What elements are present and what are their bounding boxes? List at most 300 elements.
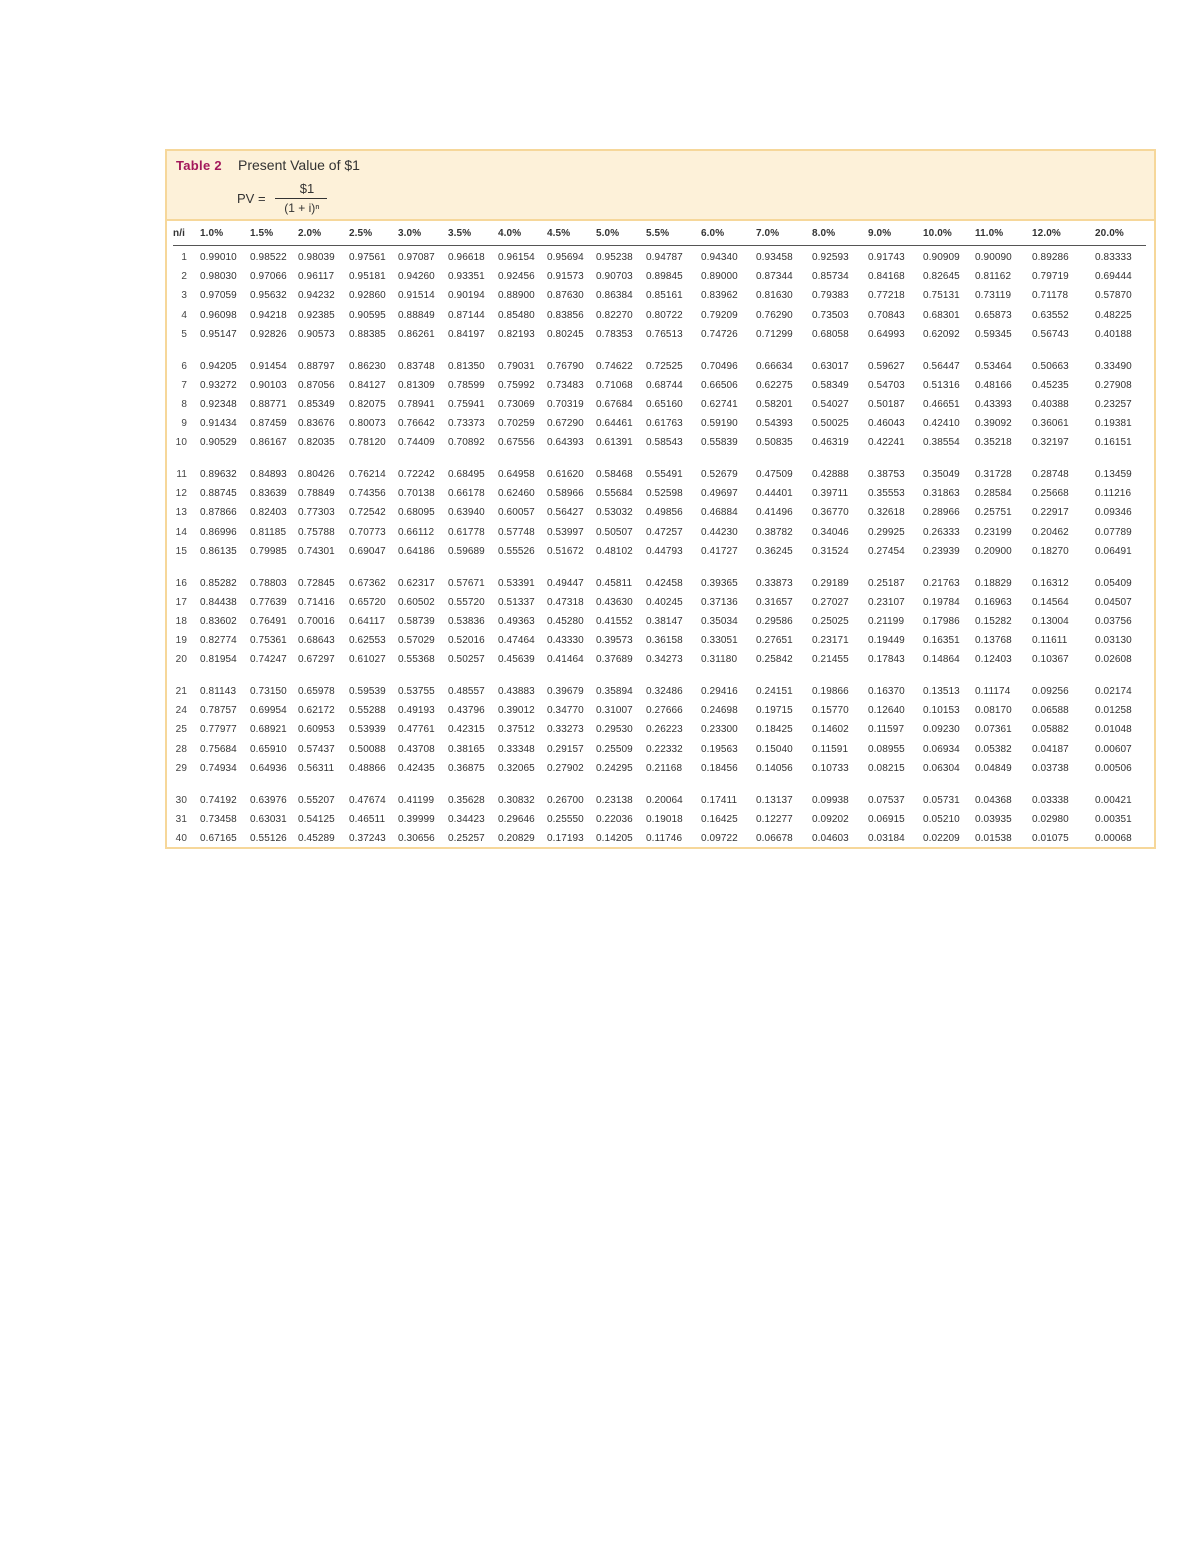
pv-factor-cell: 0.30656 — [398, 832, 435, 844]
pv-factor-cell: 0.06588 — [1032, 705, 1069, 717]
period-cell: 10 — [175, 437, 187, 449]
pv-factor-cell: 0.06304 — [923, 762, 960, 774]
pv-factor-cell: 0.36875 — [448, 762, 485, 774]
pv-factor-cell: 0.40245 — [646, 596, 683, 608]
pv-factor-cell: 0.06491 — [1095, 545, 1132, 557]
pv-factor-cell: 0.11591 — [812, 743, 849, 755]
table-header — [167, 151, 1154, 221]
pv-factor-cell: 0.67556 — [498, 437, 535, 449]
pv-factor-cell: 0.04849 — [975, 762, 1012, 774]
pv-factor-cell: 0.44230 — [701, 526, 738, 538]
pv-factor-cell: 0.80426 — [298, 469, 335, 480]
pv-factor-cell: 0.33273 — [547, 724, 584, 736]
pv-factor-cell: 0.19018 — [646, 813, 683, 825]
pv-factor-cell: 0.65160 — [646, 398, 683, 410]
pv-factor-cell: 0.29646 — [498, 813, 535, 825]
pv-factor-cell: 0.23107 — [868, 596, 905, 608]
pv-factor-cell: 0.94232 — [298, 290, 335, 302]
pv-factor-cell: 0.00068 — [1095, 832, 1132, 844]
pv-factor-cell: 0.10733 — [812, 762, 849, 774]
pv-factor-cell: 0.90595 — [349, 309, 386, 321]
pv-factor-cell: 0.57748 — [498, 526, 535, 538]
pv-factor-cell: 0.47464 — [498, 635, 535, 647]
pv-factor-cell: 0.43883 — [498, 686, 535, 697]
pv-factor-cell: 0.75684 — [200, 743, 237, 755]
pv-factor-cell: 0.46319 — [812, 437, 849, 449]
pv-factor-cell: 0.96618 — [448, 252, 485, 263]
pv-factor-cell: 0.77977 — [200, 724, 237, 736]
pv-factor-cell: 0.71299 — [756, 328, 793, 340]
period-cell: 7 — [181, 379, 187, 391]
pv-factor-cell: 0.60953 — [298, 724, 335, 736]
pv-factor-cell: 0.82774 — [200, 635, 237, 647]
pv-factor-cell: 0.74247 — [250, 654, 287, 666]
pv-factor-cell: 0.75361 — [250, 635, 287, 647]
pv-factor-cell: 0.35049 — [923, 469, 960, 480]
pv-factor-cell: 0.95147 — [200, 328, 237, 340]
pv-factor-cell: 0.63031 — [250, 813, 287, 825]
pv-factor-cell: 0.50835 — [756, 437, 793, 449]
pv-factor-cell: 0.54703 — [868, 379, 905, 391]
pv-factor-cell: 0.56427 — [547, 507, 584, 519]
pv-factor-cell: 0.89845 — [646, 271, 683, 283]
pv-factor-cell: 0.23300 — [701, 724, 738, 736]
pv-factor-cell: 0.54125 — [298, 813, 335, 825]
pv-factor-cell: 0.35628 — [448, 794, 485, 806]
pv-factor-cell: 0.73458 — [200, 813, 237, 825]
pv-factor-cell: 0.36245 — [756, 545, 793, 557]
pv-factor-cell: 0.08215 — [868, 762, 905, 774]
pv-factor-cell: 0.21763 — [923, 577, 960, 589]
pv-factor-cell: 0.25842 — [756, 654, 793, 666]
pv-factor-cell: 0.32618 — [868, 507, 905, 519]
pv-factor-cell: 0.38147 — [646, 615, 683, 627]
pv-factor-cell: 0.68301 — [923, 309, 960, 321]
pv-factor-cell: 0.39573 — [596, 635, 633, 647]
pv-factor-cell: 0.01258 — [1095, 705, 1132, 717]
pv-factor-cell: 0.15770 — [812, 705, 849, 717]
pv-factor-cell: 0.94218 — [250, 309, 287, 321]
pv-factor-cell: 0.26223 — [646, 724, 683, 736]
pv-factor-cell: 0.47257 — [646, 526, 683, 538]
pv-factor-cell: 0.67297 — [298, 654, 335, 666]
pv-factor-cell: 0.26333 — [923, 526, 960, 538]
pv-factor-cell: 0.07789 — [1095, 526, 1132, 538]
pv-factor-cell: 0.63017 — [812, 360, 849, 372]
pv-factor-cell: 0.33490 — [1095, 360, 1132, 372]
pv-factor-cell: 0.07361 — [975, 724, 1012, 736]
pv-factor-cell: 0.45235 — [1032, 379, 1069, 391]
pv-factor-cell: 0.28748 — [1032, 469, 1069, 480]
pv-factor-cell: 0.92860 — [349, 290, 386, 302]
pv-factor-cell: 0.30832 — [498, 794, 535, 806]
pv-factor-cell: 0.81630 — [756, 290, 793, 302]
pv-factor-cell: 0.20462 — [1032, 526, 1069, 538]
pv-factor-cell: 0.52016 — [448, 635, 485, 647]
pv-factor-cell: 0.39012 — [498, 705, 535, 717]
pv-factor-cell: 0.70496 — [701, 360, 738, 372]
pv-factor-cell: 0.35553 — [868, 488, 905, 500]
pv-factor-cell: 0.83602 — [200, 615, 237, 627]
period-cell: 8 — [181, 398, 187, 410]
pv-factor-cell: 0.55207 — [298, 794, 335, 806]
pv-factor-cell: 0.28966 — [923, 507, 960, 519]
column-header-rate: 3.0% — [398, 228, 422, 239]
pv-factor-cell: 0.88385 — [349, 328, 386, 340]
pv-factor-cell: 0.53939 — [349, 724, 386, 736]
pv-factor-cell: 0.41464 — [547, 654, 584, 666]
pv-factor-cell: 0.74192 — [200, 794, 237, 806]
pv-factor-cell: 0.56743 — [1032, 328, 1069, 340]
period-cell: 15 — [175, 545, 187, 557]
pv-factor-cell: 0.50663 — [1032, 360, 1069, 372]
pv-factor-cell: 0.04507 — [1095, 596, 1132, 608]
pv-factor-cell: 0.25550 — [547, 813, 584, 825]
pv-factor-cell: 0.43393 — [975, 398, 1012, 410]
pv-factor-cell: 0.60057 — [498, 507, 535, 519]
pv-factor-cell: 0.82270 — [596, 309, 633, 321]
pv-factor-cell: 0.64958 — [498, 469, 535, 480]
pv-factor-cell: 0.96098 — [200, 309, 237, 321]
pv-factor-cell: 0.72242 — [398, 469, 435, 480]
pv-factor-cell: 0.39679 — [547, 686, 584, 697]
pv-factor-cell: 0.56311 — [298, 762, 335, 774]
pv-factor-cell: 0.84168 — [868, 271, 905, 283]
pv-factor-cell: 0.80073 — [349, 418, 386, 430]
pv-factor-cell: 0.25025 — [812, 615, 849, 627]
pv-factor-cell: 0.81309 — [398, 379, 435, 391]
pv-factor-cell: 0.05409 — [1095, 577, 1132, 589]
pv-factor-cell: 0.84893 — [250, 469, 287, 480]
pv-factor-cell: 0.08170 — [975, 705, 1012, 717]
pv-factor-cell: 0.16963 — [975, 596, 1012, 608]
pv-factor-cell: 0.23257 — [1095, 398, 1132, 410]
pv-factor-cell: 0.50187 — [868, 398, 905, 410]
pv-factor-cell: 0.65720 — [349, 596, 386, 608]
pv-factor-cell: 0.98039 — [298, 252, 335, 263]
pv-factor-cell: 0.74409 — [398, 437, 435, 449]
period-cell: 17 — [175, 596, 187, 608]
pv-factor-cell: 0.28584 — [975, 488, 1012, 500]
pv-factor-cell: 0.75131 — [923, 290, 960, 302]
pv-factor-cell: 0.87344 — [756, 271, 793, 283]
pv-factor-cell: 0.73150 — [250, 686, 287, 697]
pv-factor-cell: 0.01075 — [1032, 832, 1069, 844]
pv-factor-cell: 0.52679 — [701, 469, 738, 480]
period-cell: 40 — [175, 832, 187, 844]
pv-factor-cell: 0.87144 — [448, 309, 485, 321]
pv-factor-cell: 0.79719 — [1032, 271, 1069, 283]
pv-factor-cell: 0.23199 — [975, 526, 1012, 538]
pv-factor-cell: 0.82403 — [250, 507, 287, 519]
pv-factor-cell: 0.81954 — [200, 654, 237, 666]
pv-factor-cell: 0.66634 — [756, 360, 793, 372]
pv-factor-cell: 0.35034 — [701, 615, 738, 627]
pv-factor-cell: 0.89632 — [200, 469, 237, 480]
pv-factor-cell: 0.62741 — [701, 398, 738, 410]
pv-factor-cell: 0.39092 — [975, 418, 1012, 430]
pv-factor-cell: 0.33873 — [756, 577, 793, 589]
pv-factor-cell: 0.90909 — [923, 252, 960, 263]
pv-factor-cell: 0.45289 — [298, 832, 335, 844]
pv-factor-cell: 0.67684 — [596, 398, 633, 410]
pv-factor-cell: 0.61391 — [596, 437, 633, 449]
pv-factor-cell: 0.94340 — [701, 252, 738, 263]
pv-factor-cell: 0.49363 — [498, 615, 535, 627]
pv-factor-cell: 0.02174 — [1095, 686, 1132, 697]
pv-factor-cell: 0.93458 — [756, 252, 793, 263]
pv-factor-cell: 0.87056 — [298, 379, 335, 391]
pv-factor-cell: 0.16425 — [701, 813, 738, 825]
pv-factor-cell: 0.27454 — [868, 545, 905, 557]
pv-factor-cell: 0.41199 — [398, 794, 435, 806]
pv-factor-cell: 0.87866 — [200, 507, 237, 519]
pv-factor-cell: 0.08955 — [868, 743, 905, 755]
pv-factor-cell: 0.03756 — [1095, 615, 1132, 627]
pv-factor-cell: 0.41727 — [701, 545, 738, 557]
pv-factor-cell: 0.05882 — [1032, 724, 1069, 736]
pv-factor-cell: 0.46651 — [923, 398, 960, 410]
fraction-bar — [275, 198, 327, 199]
pv-factor-cell: 0.38165 — [448, 743, 485, 755]
pv-factor-cell: 0.66178 — [448, 488, 485, 500]
pv-factor-cell: 0.54393 — [756, 418, 793, 430]
pv-factor-cell: 0.68744 — [646, 379, 683, 391]
pv-factor-cell: 0.81162 — [975, 271, 1012, 283]
period-cell: 12 — [175, 488, 187, 500]
pv-factor-cell: 0.03338 — [1032, 794, 1069, 806]
pv-factor-cell: 0.22036 — [596, 813, 633, 825]
pv-factor-cell: 0.77303 — [298, 507, 335, 519]
pv-factor-cell: 0.78599 — [448, 379, 485, 391]
pv-factor-cell: 0.07537 — [868, 794, 905, 806]
pv-factor-cell: 0.85349 — [298, 398, 335, 410]
pv-factor-cell: 0.97066 — [250, 271, 287, 283]
period-cell: 30 — [175, 794, 187, 806]
pv-factor-cell: 0.14205 — [596, 832, 633, 844]
pv-factor-cell: 0.65910 — [250, 743, 287, 755]
pv-factor-cell: 0.57671 — [448, 577, 485, 589]
pv-factor-cell: 0.11597 — [868, 724, 905, 736]
present-value-table — [165, 149, 1156, 849]
pv-factor-cell: 0.12640 — [868, 705, 905, 717]
pv-factor-cell: 0.36770 — [812, 507, 849, 519]
pv-factor-cell: 0.39711 — [812, 488, 849, 500]
pv-factor-cell: 0.91743 — [868, 252, 905, 263]
pv-factor-cell: 0.97059 — [200, 290, 237, 302]
pv-factor-cell: 0.37512 — [498, 724, 535, 736]
pv-factor-cell: 0.98522 — [250, 252, 287, 263]
pv-factor-cell: 0.82193 — [498, 328, 535, 340]
pv-factor-cell: 0.82035 — [298, 437, 335, 449]
pv-factor-cell: 0.04187 — [1032, 743, 1069, 755]
pv-factor-cell: 0.25187 — [868, 577, 905, 589]
pv-factor-cell: 0.94260 — [398, 271, 435, 283]
pv-factor-cell: 0.02209 — [923, 832, 960, 844]
pv-factor-cell: 0.53836 — [448, 615, 485, 627]
pv-factor-cell: 0.04603 — [812, 832, 849, 844]
pv-factor-cell: 0.24151 — [756, 686, 793, 697]
pv-factor-cell: 0.96117 — [298, 271, 335, 283]
pv-factor-cell: 0.06934 — [923, 743, 960, 755]
pv-factor-cell: 0.59689 — [448, 545, 485, 557]
pv-factor-cell: 0.68095 — [398, 507, 435, 519]
pv-factor-cell: 0.93351 — [448, 271, 485, 283]
formula-numerator: $1 — [299, 181, 315, 196]
pv-factor-cell: 0.09230 — [923, 724, 960, 736]
pv-factor-cell: 0.73119 — [975, 290, 1012, 302]
pv-factor-cell: 0.46884 — [701, 507, 738, 519]
pv-factor-cell: 0.49447 — [547, 577, 584, 589]
pv-factor-cell: 0.18829 — [975, 577, 1012, 589]
pv-factor-cell: 0.55526 — [498, 545, 535, 557]
pv-factor-cell: 0.49193 — [398, 705, 435, 717]
pv-factor-cell: 0.13004 — [1032, 615, 1069, 627]
pv-factor-cell: 0.35894 — [596, 686, 633, 697]
column-header-rate: 2.0% — [298, 228, 322, 239]
pv-factor-cell: 0.95181 — [349, 271, 386, 283]
pv-factor-cell: 0.47509 — [756, 469, 793, 480]
pv-factor-cell: 0.29925 — [868, 526, 905, 538]
pv-factor-cell: 0.32065 — [498, 762, 535, 774]
pv-factor-cell: 0.29189 — [812, 577, 849, 589]
pv-factor-cell: 0.84197 — [448, 328, 485, 340]
pv-factor-cell: 0.23939 — [923, 545, 960, 557]
pv-factor-cell: 0.55684 — [596, 488, 633, 500]
pv-factor-cell: 0.19449 — [868, 635, 905, 647]
pv-factor-cell: 0.03130 — [1095, 635, 1132, 647]
pv-factor-cell: 0.00351 — [1095, 813, 1132, 825]
pv-factor-cell: 0.73069 — [498, 398, 535, 410]
column-header-rate: 1.0% — [200, 228, 224, 239]
pv-factor-cell: 0.46511 — [349, 813, 386, 825]
pv-factor-cell: 0.13513 — [923, 686, 960, 697]
pv-factor-cell: 0.48866 — [349, 762, 386, 774]
pv-factor-cell: 0.61763 — [646, 418, 683, 430]
pv-factor-cell: 0.66506 — [701, 379, 738, 391]
pv-factor-cell: 0.42315 — [448, 724, 485, 736]
pv-factor-cell: 0.19784 — [923, 596, 960, 608]
pv-factor-cell: 0.88849 — [398, 309, 435, 321]
pv-factor-cell: 0.27027 — [812, 596, 849, 608]
pv-factor-cell: 0.52598 — [646, 488, 683, 500]
pv-factor-cell: 0.61620 — [547, 469, 584, 480]
pv-factor-cell: 0.72542 — [349, 507, 386, 519]
pv-factor-cell: 0.32486 — [646, 686, 683, 697]
pv-factor-cell: 0.34273 — [646, 654, 683, 666]
pv-factor-cell: 0.23138 — [596, 794, 633, 806]
pv-factor-cell: 0.73483 — [547, 379, 584, 391]
pv-factor-cell: 0.59190 — [701, 418, 738, 430]
pv-factor-cell: 0.68058 — [812, 328, 849, 340]
pv-factor-cell: 0.88745 — [200, 488, 237, 500]
pv-factor-cell: 0.79031 — [498, 360, 535, 372]
pv-factor-cell: 0.67290 — [547, 418, 584, 430]
pv-factor-cell: 0.13459 — [1095, 469, 1132, 480]
pv-factor-cell: 0.19866 — [812, 686, 849, 697]
formula-lhs: PV = — [237, 191, 266, 206]
pv-factor-cell: 0.42458 — [646, 577, 683, 589]
pv-factor-cell: 0.11216 — [1095, 488, 1132, 500]
pv-factor-cell: 0.53464 — [975, 360, 1012, 372]
pv-factor-cell: 0.15282 — [975, 615, 1012, 627]
pv-factor-cell: 0.53997 — [547, 526, 584, 538]
pv-factor-cell: 0.93272 — [200, 379, 237, 391]
pv-factor-cell: 0.55126 — [250, 832, 287, 844]
pv-factor-cell: 0.22917 — [1032, 507, 1069, 519]
pv-factor-cell: 0.62172 — [298, 705, 335, 717]
pv-factor-cell: 0.11174 — [975, 686, 1011, 697]
period-cell: 6 — [181, 360, 187, 372]
pv-factor-cell: 0.23171 — [812, 635, 849, 647]
pv-factor-cell: 0.94205 — [200, 360, 237, 372]
pv-factor-cell: 0.95694 — [547, 252, 584, 263]
pv-factor-cell: 0.27902 — [547, 762, 584, 774]
pv-factor-cell: 0.80722 — [646, 309, 683, 321]
pv-factor-cell: 0.63552 — [1032, 309, 1069, 321]
pv-factor-cell: 0.14564 — [1032, 596, 1069, 608]
pv-factor-cell: 0.18425 — [756, 724, 793, 736]
pv-factor-cell: 0.97087 — [398, 252, 435, 263]
pv-factor-cell: 0.11611 — [1032, 635, 1068, 647]
pv-factor-cell: 0.90573 — [298, 328, 335, 340]
pv-factor-cell: 0.73503 — [812, 309, 849, 321]
column-header-rate: 1.5% — [250, 228, 274, 239]
period-cell: 31 — [175, 813, 187, 825]
pv-factor-cell: 0.72525 — [646, 360, 683, 372]
pv-factor-cell: 0.03738 — [1032, 762, 1069, 774]
pv-factor-cell: 0.65978 — [298, 686, 335, 697]
pv-factor-cell: 0.68495 — [448, 469, 485, 480]
pv-factor-cell: 0.27908 — [1095, 379, 1132, 391]
period-cell: 20 — [175, 654, 187, 666]
pv-factor-cell: 0.29530 — [596, 724, 633, 736]
pv-factor-cell: 0.35218 — [975, 437, 1012, 449]
pv-factor-cell: 0.13768 — [975, 635, 1012, 647]
pv-factor-cell: 0.43630 — [596, 596, 633, 608]
column-header-rate: 4.5% — [547, 228, 571, 239]
pv-factor-cell: 0.60502 — [398, 596, 435, 608]
pv-factor-cell: 0.05210 — [923, 813, 960, 825]
pv-factor-cell: 0.42435 — [398, 762, 435, 774]
pv-factor-cell: 0.92348 — [200, 398, 237, 410]
pv-factor-cell: 0.29157 — [547, 743, 584, 755]
pv-factor-cell: 0.83333 — [1095, 252, 1132, 263]
pv-factor-cell: 0.25257 — [448, 832, 485, 844]
pv-factor-cell: 0.68921 — [250, 724, 287, 736]
pv-factor-cell: 0.91454 — [250, 360, 287, 372]
pv-factor-cell: 0.16370 — [868, 686, 905, 697]
pv-factor-cell: 0.57870 — [1095, 290, 1132, 302]
pv-factor-cell: 0.55368 — [398, 654, 435, 666]
pv-factor-cell: 0.67362 — [349, 577, 386, 589]
pv-factor-cell: 0.48166 — [975, 379, 1012, 391]
pv-factor-cell: 0.16351 — [923, 635, 960, 647]
pv-factor-cell: 0.03935 — [975, 813, 1012, 825]
pv-factor-cell: 0.55288 — [349, 705, 386, 717]
pv-factor-cell: 0.09202 — [812, 813, 849, 825]
pv-factor-cell: 0.41552 — [596, 615, 633, 627]
pv-factor-cell: 0.04368 — [975, 794, 1012, 806]
pv-factor-cell: 0.33051 — [701, 635, 738, 647]
pv-factor-cell: 0.53032 — [596, 507, 633, 519]
pv-factor-cell: 0.75788 — [298, 526, 335, 538]
pv-factor-cell: 0.49856 — [646, 507, 683, 519]
pv-factor-cell: 0.74934 — [200, 762, 237, 774]
pv-factor-cell: 0.79209 — [701, 309, 738, 321]
pv-factor-cell: 0.05731 — [923, 794, 960, 806]
period-cell: 18 — [175, 615, 187, 627]
